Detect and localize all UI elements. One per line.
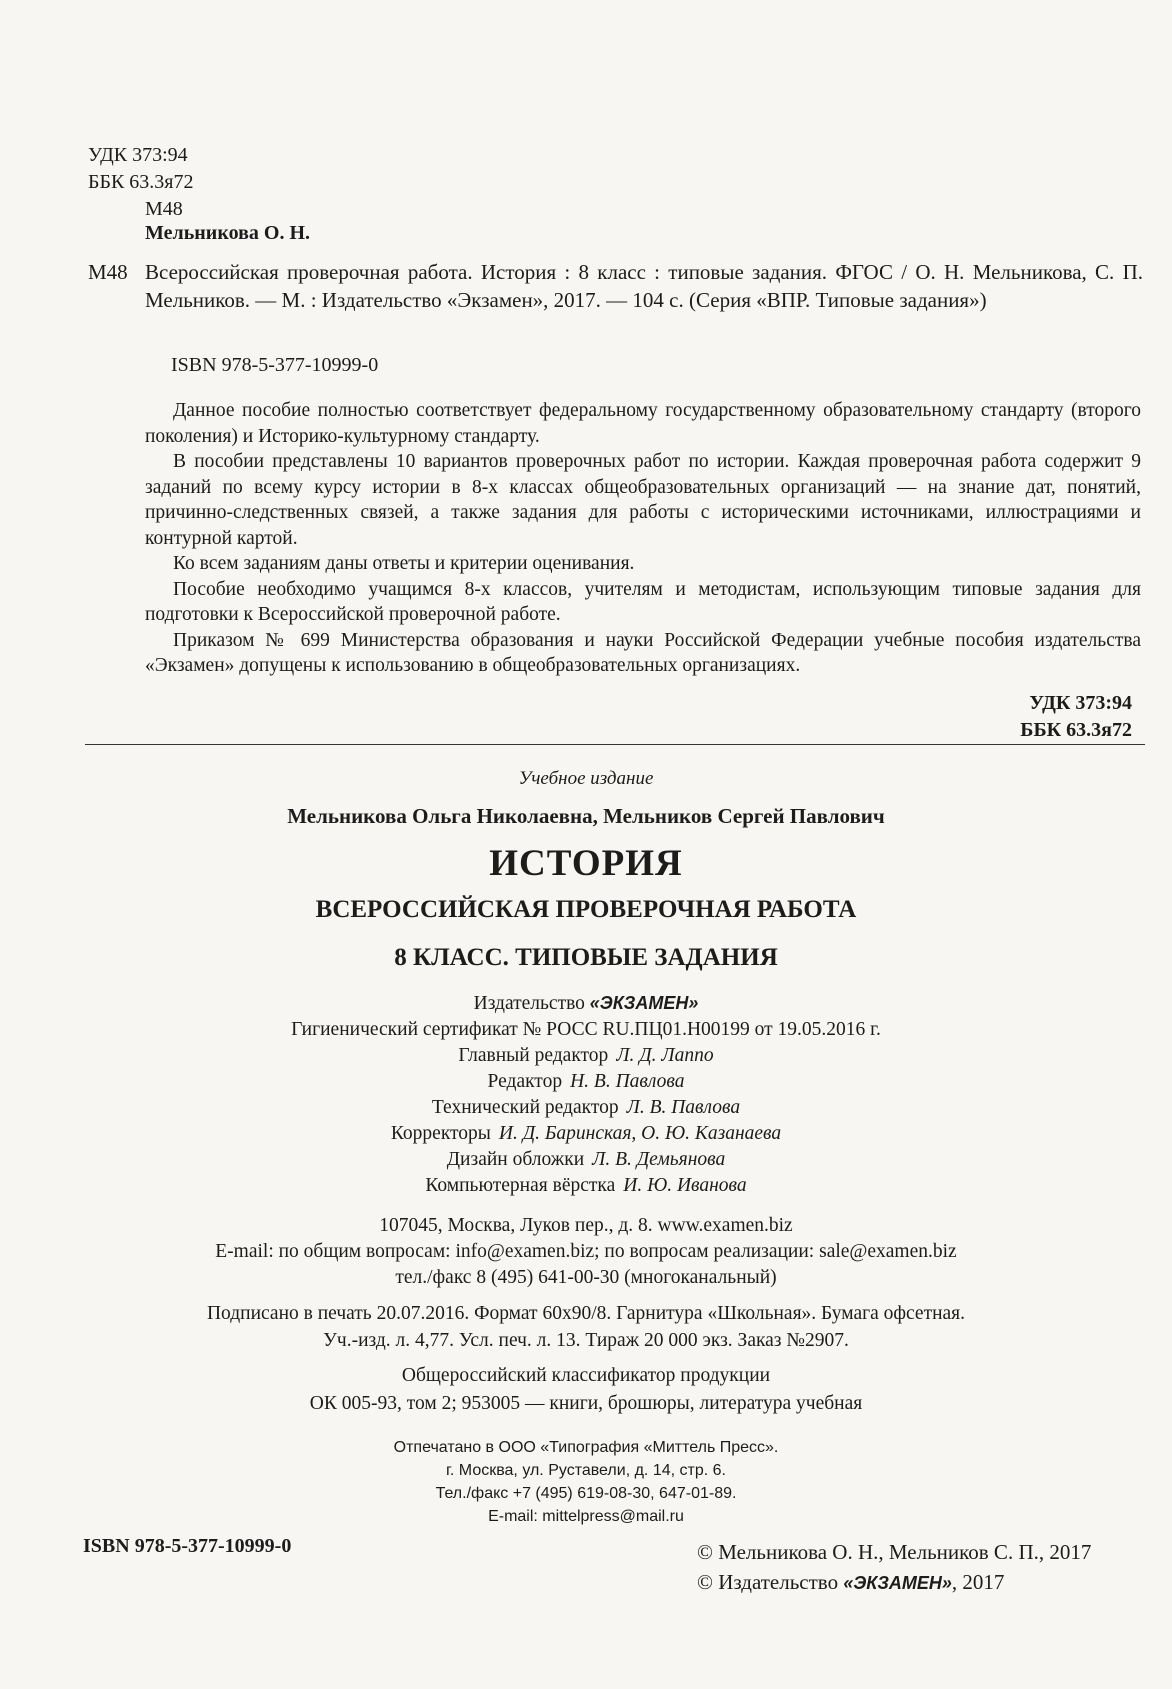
printer-line: г. Москва, ул. Руставели, д. 14, стр. 6. — [446, 1462, 726, 1479]
printer-info — [0, 1436, 1172, 1528]
annotation-paragraph: Ко всем заданиям даны ответы и критерии оценивания. — [173, 553, 635, 574]
annotation-paragraph: Приказом № 699 Министерства образования и науки Российской Федерации учебные пособия издательства «Экзамен» допущены к использованию в общеобразовательных организациях. — [145, 629, 1141, 676]
copyright-publisher — [697, 1567, 1091, 1598]
annotation-paragraph: Данное пособие полностью соответствует федеральному государственному образовательному стандарту (второго поколения) и Историко-культурному стандарту. — [145, 400, 1141, 447]
copyright-year: , 2017 — [951, 1570, 1005, 1594]
printer-line: Тел./факс +7 (495) 619-08-30, 647-01-89. — [435, 1485, 737, 1502]
staff-name: И. Д. Баринская, О. Ю. Казанаева — [498, 1123, 782, 1144]
copyright-prefix: © Издательство — [697, 1570, 839, 1594]
publisher-address — [0, 1213, 1172, 1291]
publisher-label: Издательство — [473, 993, 585, 1014]
bbk-code-right: ББК 63.3я72 — [1020, 719, 1132, 741]
staff-row — [0, 1069, 1172, 1095]
author-mark: М48 — [145, 198, 183, 220]
staff-row — [0, 1147, 1172, 1173]
staff-role: Главный редактор — [458, 1045, 609, 1066]
staff-role: Дизайн обложки — [446, 1149, 585, 1170]
printer-line: Отпечатано в ООО «Типография «Миттель Пресс». — [393, 1439, 779, 1456]
email-line: E-mail: по общим вопросам: info@examen.biz; по вопросам реализации: sale@examen.biz — [215, 1241, 957, 1262]
udk-code: УДК 373:94 — [88, 144, 188, 166]
staff-row — [0, 1095, 1172, 1121]
isbn-top: ISBN 978-5-377-10999-0 — [171, 354, 379, 376]
staff-row — [0, 1173, 1172, 1199]
staff-role: Компьютерная вёрстка — [425, 1175, 616, 1196]
authors-full: Мельникова Ольга Николаевна, Мельников Сергей Павлович — [287, 804, 885, 828]
staff-name: И. Ю. Иванова — [623, 1175, 747, 1196]
staff-name: Л. В. Павлова — [626, 1097, 741, 1118]
phone-line: тел./факс 8 (495) 641-00-30 (многоканальный) — [395, 1267, 777, 1288]
product-classifier — [0, 1362, 1172, 1418]
staff-role: Редактор — [487, 1071, 563, 1092]
copyright-authors: © Мельникова О. Н., Мельников С. П., 2017 — [697, 1540, 1092, 1564]
printing-line: Уч.-изд. л. 4,77. Усл. печ. л. 13. Тираж 20 000 экз. Заказ №2907. — [323, 1330, 849, 1351]
printer-line: E-mail: mittelpress@mail.ru — [488, 1508, 684, 1525]
classification-codes — [88, 142, 194, 223]
entry-mark: М48 — [88, 260, 128, 284]
staff-role: Корректоры — [390, 1123, 491, 1144]
staff-name: Н. В. Павлова — [570, 1071, 685, 1092]
publisher-brand: «ЭКЗАМЕН» — [589, 993, 699, 1013]
book-title: ИСТОРИЯ — [489, 843, 683, 884]
classification-codes-right — [1020, 690, 1132, 744]
address-line: 107045, Москва, Луков пер., д. 8. www.examen.biz — [379, 1215, 793, 1236]
book-subtitle-grade: 8 КЛАСС. ТИПОВЫЕ ЗАДАНИЯ — [394, 944, 778, 971]
author-heading: Мельникова О. Н. — [145, 222, 311, 244]
publisher-imprint — [0, 990, 1172, 1199]
annotation — [145, 398, 1141, 679]
divider-line — [85, 744, 1145, 745]
classifier-line: Общероссийский классификатор продукции — [401, 1365, 771, 1386]
staff-name: Л. Д. Лаппо — [616, 1045, 714, 1066]
copyright-brand: «ЭКЗАМЕН» — [843, 1573, 952, 1593]
printing-details — [0, 1300, 1172, 1354]
bbk-code: ББК 63.3я72 — [88, 171, 194, 193]
staff-row — [0, 1043, 1172, 1069]
printing-line: Подписано в печать 20.07.2016. Формат 60х90/8. Гарнитура «Школьная». Бумага офсетная. — [206, 1303, 966, 1324]
udk-code-right: УДК 373:94 — [1029, 692, 1132, 714]
bibliographic-entry — [88, 258, 1143, 314]
isbn-bottom: ISBN 978-5-377-10999-0 — [83, 1535, 292, 1557]
entry-text: Всероссийская проверочная работа. История : 8 класс : типовые задания. ФГОС / О. Н. Мельникова, С. П. Мельников. — М. : Издательство «Экзамен», 2017. — 104 с. (Серия «ВПР. Типовые задания») — [145, 260, 1143, 312]
edition-type: Учебное издание — [518, 768, 654, 789]
staff-name: Л. В. Демьянова — [592, 1149, 726, 1170]
staff-row — [0, 1121, 1172, 1147]
copyright-block — [697, 1537, 1091, 1598]
classifier-line: ОК 005-93, том 2; 953005 — книги, брошюры, литература учебная — [309, 1393, 863, 1414]
hygiene-certificate: Гигиенический сертификат № РОСС RU.ПЦ01.Н00199 от 19.05.2016 г. — [291, 1019, 881, 1040]
annotation-paragraph: Пособие необходимо учащимся 8-х классов, учителям и методистам, использующим типовые задания для подготовки к Всероссийской проверочной работе. — [145, 578, 1141, 625]
annotation-paragraph: В пособии представлены 10 вариантов проверочных работ по истории. Каждая проверочная работа содержит 9 заданий по всему курсу истории в 8-х классах общеобразовательных организаций — на знание дат, понятий, причинно-следственных связей, а также задания для работы с историческими источниками, иллюстрациями и контурной картой. — [145, 451, 1141, 549]
publisher-line — [0, 990, 1172, 1017]
book-subtitle: ВСЕРОССИЙСКАЯ ПРОВЕРОЧНАЯ РАБОТА — [315, 896, 857, 923]
staff-role: Технический редактор — [431, 1097, 619, 1118]
